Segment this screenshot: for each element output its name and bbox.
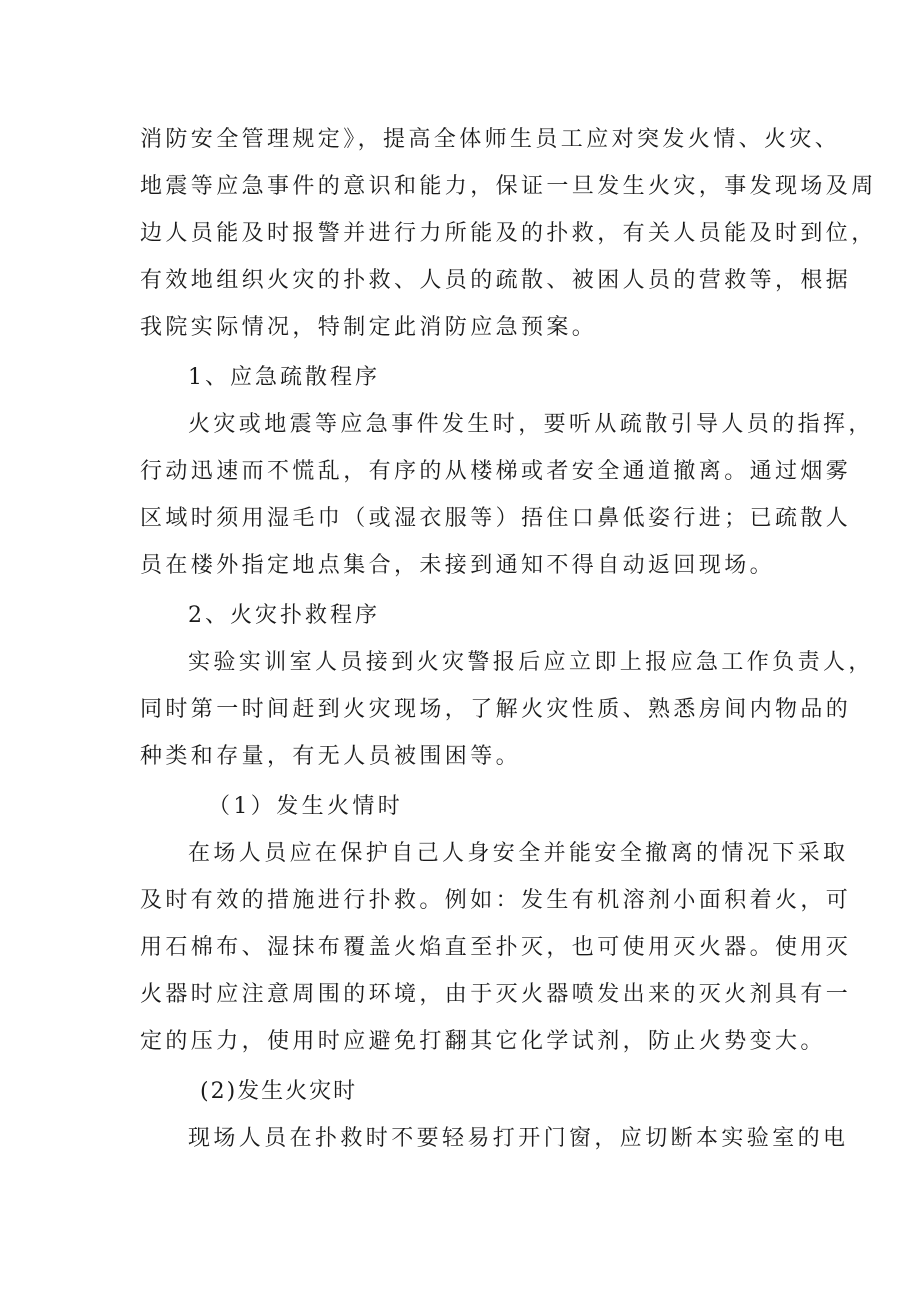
body-line: 边人员能及时报警并进行力所能及的扑救，有关人员能及时到位， <box>140 221 877 246</box>
body-line: 同时第一时间赶到火灾现场，了解火灾性质、熟悉房间内物品的 <box>140 697 852 722</box>
body-line: 实验实训室人员接到火灾警报后应立即上报应急工作负责人， <box>188 650 874 675</box>
body-line: 现场人员在扑救时不要轻易打开门窗，应切断本实验室的电 <box>188 1126 849 1151</box>
body-line: 地震等应急事件的意识和能力，保证一旦发生火灾，事发现场及周 <box>140 174 877 199</box>
body-line: 区域时须用湿毛巾（或湿衣服等）捂住口鼻低姿行进；已疏散人 <box>140 506 852 531</box>
body-line: 火器时应注意周围的环境，由于灭火器喷发出来的灭火剂具有一 <box>140 982 852 1007</box>
body-line: 用石棉布、湿抹布覆盖火焰直至扑灭，也可使用灭火器。使用灭 <box>140 935 852 960</box>
body-line: 我院实际情况，特制定此消防应急预案。 <box>140 315 598 340</box>
body-line: 种类和存量，有无人员被围困等。 <box>140 744 522 769</box>
section-heading-evacuation: 1、应急疏散程序 <box>188 365 380 390</box>
body-line: 消防安全管理规定》，提高全体师生员工应对突发火情、火灾、 <box>140 127 841 152</box>
body-line: 定的压力，使用时应避免打翻其它化学试剂，防止火势变大。 <box>140 1029 826 1054</box>
body-line: 员在楼外指定地点集合，未接到通知不得自动返回现场。 <box>140 553 776 578</box>
body-line: 在场人员应在保护自己人身安全并能安全撤离的情况下采取 <box>188 841 849 866</box>
body-line: 行动迅速而不慌乱，有序的从楼梯或者安全通道撤离。通过烟雾 <box>140 459 852 484</box>
section-heading-firefighting: 2、火灾扑救程序 <box>188 603 380 628</box>
body-line: 有效地组织火灾的扑救、人员的疏散、被困人员的营救等，根据 <box>140 268 852 293</box>
body-line: 及时有效的措施进行扑救。例如：发生有机溶剂小面积着火，可 <box>140 888 852 913</box>
subheading-fire-situation: （1）发生火情时 <box>208 794 404 819</box>
body-line: 火灾或地震等应急事件发生时，要听从疏散引导人员的指挥， <box>188 412 874 437</box>
subheading-fire-disaster: (2)发生火灾时 <box>200 1079 358 1104</box>
